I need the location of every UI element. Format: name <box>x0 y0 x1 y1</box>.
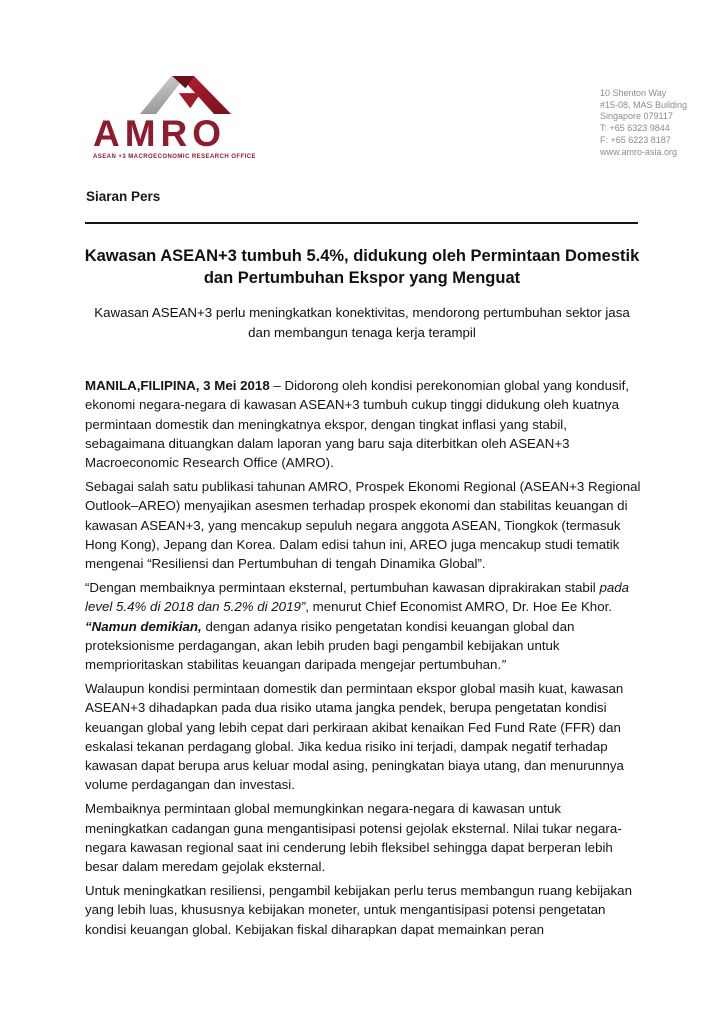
paragraph <box>85 477 642 573</box>
paragraph-segment: , menurut Chief Economist AMRO, Dr. Hoe Ee Khor. <box>305 599 612 615</box>
amro-logo-wordmark: AMRO <box>93 113 227 154</box>
paragraph-segment: Walaupun kondisi permintaan domestik dan permintaan ekspor global masih kuat, kawasan ASEAN+3 dihadapkan pada dua risiko utama jangka pendek, berupa pengetatan kondisi keuangan global yang lebih cepat dari perkiraan akibat kenaikan Fed Fund Rate (FFR) dan eskalasi tekanan perdagang global. Jika kedua risiko ini terjadi, dampak negatif terhadap kawasan dapat berupa arus keluar modal asing, peningkatan biaya utang, dan menurunnya volume perdagangan dan investasi. <box>85 680 624 793</box>
paragraph-segment: Membaiknya permintaan global memungkinkan negara-negara di kawasan untuk meningkatkan cadangan guna mengantisipasi potensi gejolak eksternal. Nilai tukar negara-negara kawasan regional saat ini cenderung lebih fleksibel sehingga dapat berperan lebih besar dalam meredam gejolak eksternal. <box>85 801 622 875</box>
paragraph-segment: ” <box>501 657 506 673</box>
paragraph-segment: MANILA,FILIPINA, 3 Mei 2018 <box>85 378 270 393</box>
paragraph-segment: dengan adanya risiko pengetatan kondisi keuangan global dan proteksionisme perdagangan, akan lebih pruden bagi pengambil kebijakan untuk memprioritaskan stabilitas keuangan daripada mengejar pertumbuhan. <box>85 618 575 673</box>
divider-rule <box>85 222 638 224</box>
contact-address-line-2: #15-08, MAS Building <box>600 99 688 110</box>
paragraph <box>85 578 642 674</box>
body-paragraphs <box>85 376 642 943</box>
paragraph <box>85 376 642 472</box>
contact-website: www.amro-asia.org <box>600 146 678 157</box>
paragraph-segment: “Namun demikian, <box>85 618 202 634</box>
press-release-label: Siaran Pers <box>86 189 161 204</box>
contact-address-line-1: 10 Shenton Way <box>600 88 667 98</box>
contact-address-line-3: Singapore 079117 <box>600 111 673 122</box>
paragraph-segment: pada level 5.4% di 2018 dan 5.2% di 2019” <box>85 579 630 615</box>
amro-logo-mark-icon <box>138 76 233 114</box>
amro-logo <box>93 76 263 160</box>
document-subtitle: Kawasan ASEAN+3 perlu meningkatkan konektivitas, mendorong pertumbuhan sektor jasa dan membangun tenaga kerja terampil <box>94 305 630 340</box>
paragraph-segment: Sebagai salah satu publikasi tahunan AMRO, Prospek Ekonomi Regional (ASEAN+3 Regional Outlook–AREO) menyajikan asesmen terhadap prospek ekonomi dan stabilitas keuangan di kawasan ASEAN+3, yang mencakup sepuluh negara anggota ASEAN, Tiongkok (termasuk Hong Kong), Jepang dan Korea. Dalam edisi tahun ini, AREO juga mencakup studi tematik mengenai “Resiliensi dan Pertumbuhan di tengah Dinamika Global”. <box>85 478 641 572</box>
contact-block <box>600 88 687 158</box>
document-title: Kawasan ASEAN+3 tumbuh 5.4%, didukung oleh Permintaan Domestik dan Pertumbuhan Ekspor yang Menguat <box>84 247 640 287</box>
paragraph <box>85 881 642 939</box>
paragraph-segment: Untuk meningkatkan resiliensi, pengambil kebijakan perlu terus membangun ruang kebijakan yang lebih luas, khususnya kebijakan moneter, untuk mengantisipasi potensi pengetatan kondisi keuangan global. Kebijakan fiskal diharapkan dapat memainkan peran <box>85 882 632 937</box>
contact-phone: T: +65 6323 9844 <box>600 123 670 134</box>
contact-fax: F: +65 6223 8187 <box>600 134 671 145</box>
paragraph-segment: “Dengan membaiknya permintaan eksternal, pertumbuhan kawasan diprakirakan stabil <box>85 579 600 595</box>
paragraph-segment: – Didorong oleh kondisi perekonomian global yang kondusif, ekonomi negara-negara di kawasan ASEAN+3 tumbuh cukup tinggi didukung oleh kuatnya permintaan domestik dan meningkatnya ekspor, dengan tingkat inflasi yang stabil, sebagaimana dituangkan dalam laporan yang baru saja diterbitkan oleh ASEAN+3 Macroeconomic Research Office (AMRO). <box>85 378 629 471</box>
paragraph <box>85 679 642 795</box>
paragraph <box>85 799 642 876</box>
amro-logo-tagline: ASEAN +3 MACROECONOMIC RESEARCH OFFICE <box>93 154 256 160</box>
